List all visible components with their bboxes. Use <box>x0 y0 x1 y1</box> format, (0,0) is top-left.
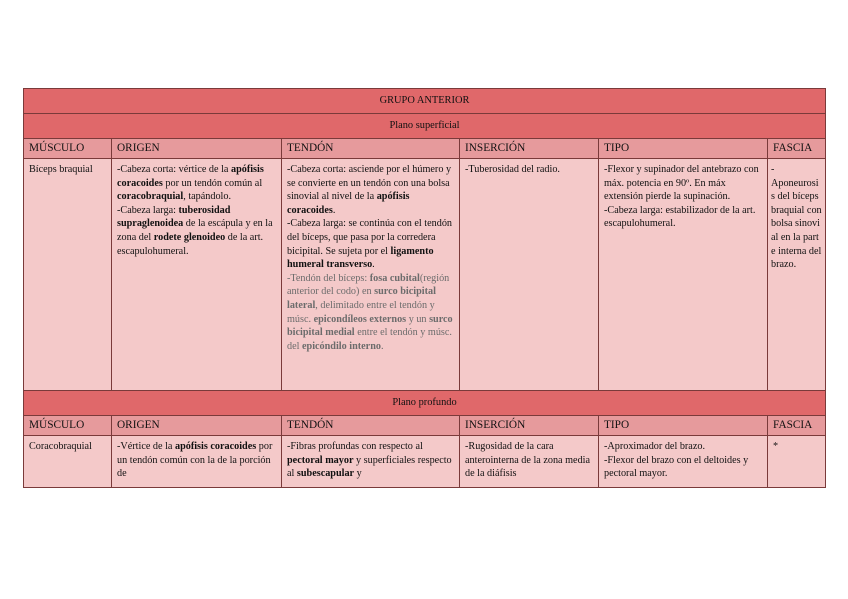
col-header-tendon-2: TENDÓN <box>282 416 460 436</box>
col-header-musculo: MÚSCULO <box>24 139 112 159</box>
cell-insercion-2: -Rugosidad de la cara anterointerna de la zona media de la diáfisis <box>460 436 599 488</box>
cell-tendon: -Cabeza corta: asciende por el húmero y se convierte en un tendón con una bolsa sinovial al nivel de la apófisis coracoides. -Cabeza larga: se continúa con el tendón del bíceps, que pasa por la corredera bicipital. Se sujeta por el ligamento humeral transverso. -Tendón del bíceps: fosa cubital(región anterior del codo) en surco bicipital lateral, delimitado entre el tendón y músc. epicondíleos externos y un surco bicipital medial entre el tendón y músc. del epicóndilo interno. <box>282 159 460 391</box>
cell-tendon-2: -Fibras profundas con respecto al pectoral mayor y superficiales respecto al subescapular y <box>282 436 460 488</box>
col-header-tendon: TENDÓN <box>282 139 460 159</box>
section-row-profundo <box>24 391 826 416</box>
cell-origen: -Cabeza corta: vértice de la apófisis coracoides por un tendón común al coracobraquial, tapándolo. -Cabeza larga: tuberosidad supraglenoidea de la escápula y en la zona del rodete glenoideo de la art. escapulohumeral. <box>112 159 282 391</box>
cell-tipo-2: -Aproximador del brazo. -Flexor del brazo con el deltoides y pectoral mayor. <box>599 436 768 488</box>
cell-fascia-2: * <box>768 436 826 488</box>
cell-musculo-2: Coracobraquial <box>24 436 112 488</box>
title-row <box>24 89 826 114</box>
col-header-origen-2: ORIGEN <box>112 416 282 436</box>
muscle-table <box>23 88 826 488</box>
cell-tipo: -Flexor y supinador del antebrazo con máx. potencia en 90º. En máx extensión pierde la supinación. -Cabeza larga: estabilizador de la art. escapulohumeral. <box>599 159 768 391</box>
tendon-note-grey: -Tendón del bíceps: fosa cubital(región anterior del codo) en surco bicipital lateral, delimitado entre el tendón y músc. epicondíleos externos y un surco bicipital medial entre el tendón y músc. del epicóndilo interno. <box>287 272 453 352</box>
table-title: GRUPO ANTERIOR <box>24 89 826 114</box>
col-header-insercion: INSERCIÓN <box>460 139 599 159</box>
col-header-tipo: TIPO <box>599 139 768 159</box>
section-row-superficial <box>24 114 826 139</box>
cell-fascia: - Aponeurosis del bíceps braquial con bolsa sinovial en la parte interna del brazo. <box>768 159 826 391</box>
col-header-musculo-2: MÚSCULO <box>24 416 112 436</box>
section-title-superficial: Plano superficial <box>24 114 826 139</box>
cell-musculo: Bíceps braquial <box>24 159 112 391</box>
table-row-coracobraquial <box>24 436 826 488</box>
cell-origen-2: -Vértice de la apófisis coracoides por un tendón común con la de la porción de <box>112 436 282 488</box>
col-header-fascia-2: FASCIA <box>768 416 826 436</box>
column-header-row-2 <box>24 416 826 436</box>
col-header-tipo-2: TIPO <box>599 416 768 436</box>
table-row-biceps <box>24 159 826 391</box>
col-header-fascia: FASCIA <box>768 139 826 159</box>
cell-insercion: -Tuberosidad del radio. <box>460 159 599 391</box>
column-header-row <box>24 139 826 159</box>
section-title-profundo: Plano profundo <box>24 391 826 416</box>
col-header-insercion-2: INSERCIÓN <box>460 416 599 436</box>
col-header-origen: ORIGEN <box>112 139 282 159</box>
